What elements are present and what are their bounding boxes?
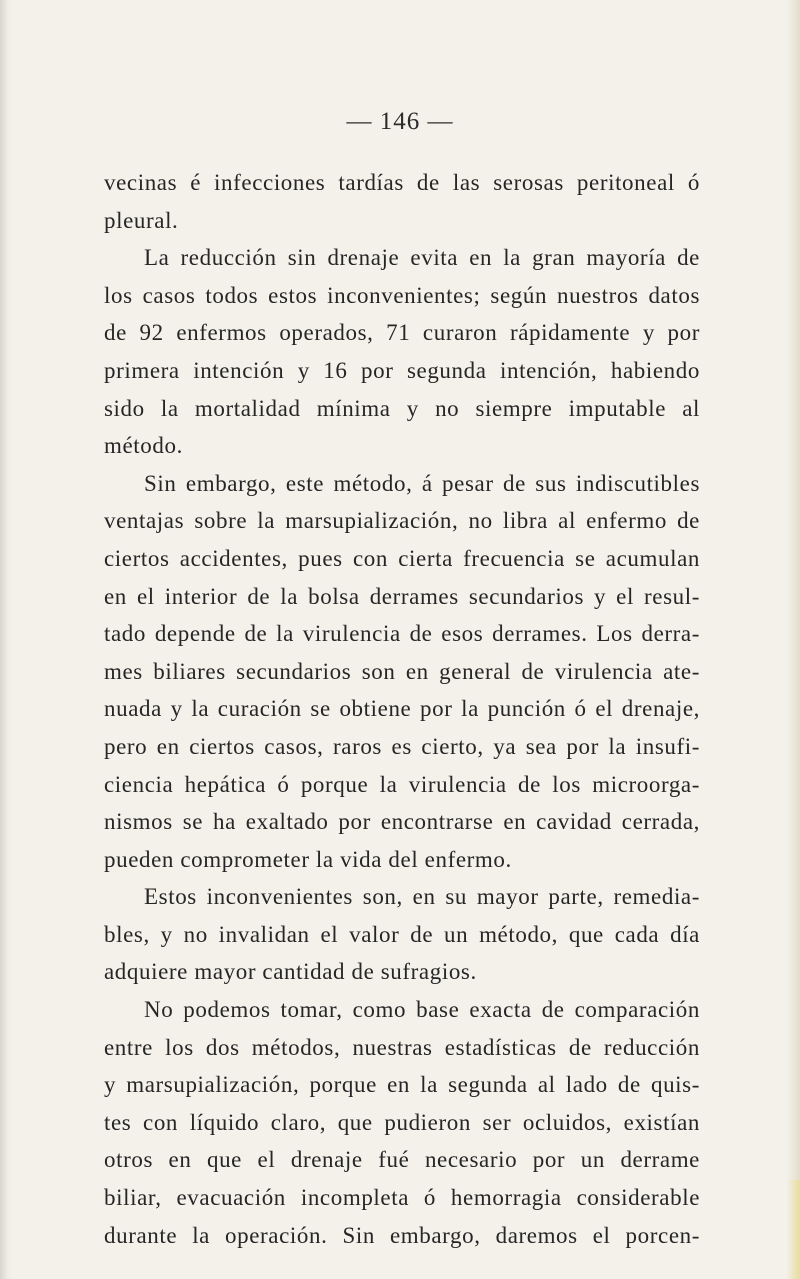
- body-text: [104, 164, 700, 1254]
- text-line: y marsupialización, porque en la segunda al lado de quis-: [104, 1072, 700, 1098]
- text-line: de 92 enfermos operados, 71 curaron rápidamente y por: [104, 320, 700, 346]
- text-line: otros en que el drenaje fué necesario por un derrame: [104, 1147, 700, 1173]
- text-line: ciencia hepática ó porque la virulencia de los microorga-: [104, 771, 700, 797]
- text-line: mes biliares secundarios son en general de virulencia ate-: [104, 658, 700, 684]
- text-line: pleural.: [104, 207, 179, 233]
- text-line: sido la mortalidad mínima y no siempre imputable al: [104, 395, 700, 421]
- text-line: entre los dos métodos, nuestras estadísticas de reducción: [104, 1034, 700, 1060]
- text-line: durante la operación. Sin embargo, daremos el porcen-: [104, 1222, 700, 1248]
- page-left-edge: [0, 0, 12, 1279]
- text-line: nuada y la curación se obtiene por la punción ó el drenaje,: [104, 696, 700, 722]
- text-line: No podemos tomar, como base exacta de comparación: [144, 997, 700, 1023]
- text-line: nismos se ha exaltado por encontrarse en cavidad cerrada,: [104, 809, 700, 835]
- text-line: adquiere mayor cantidad de sufragios.: [104, 959, 477, 985]
- text-line: ciertos accidentes, pues con cierta frecuencia se acumulan: [104, 545, 700, 571]
- text-line: tes con líquido claro, que pudieron ser ocluidos, existían: [104, 1109, 700, 1135]
- text-line: pero en ciertos casos, raros es cierto, ya sea por la insufi-: [104, 733, 700, 759]
- text-line: Sin embargo, este método, á pesar de sus indiscutibles: [144, 470, 700, 496]
- text-line: La reducción sin drenaje evita en la gran mayoría de: [144, 245, 700, 271]
- text-line: en el interior de la bolsa derrames secundarios y el resul-: [104, 583, 700, 609]
- text-line: ventajas sobre la marsupialización, no libra al enfermo de: [104, 508, 700, 534]
- page-corner-stain: [788, 1180, 800, 1279]
- text-line: biliar, evacuación incompleta ó hemorragia considerable: [104, 1185, 700, 1211]
- text-line: los casos todos estos inconvenientes; según nuestros datos: [104, 282, 700, 308]
- text-line: método.: [104, 433, 183, 459]
- text-line: primera intención y 16 por segunda intención, habiendo: [104, 357, 700, 383]
- text-line: Estos inconvenientes son, en su mayor parte, remedia-: [144, 884, 700, 910]
- page-right-edge: [786, 0, 800, 1279]
- text-line: bles, y no invalidan el valor de un método, que cada día: [104, 921, 700, 947]
- text-line: pueden comprometer la vida del enfermo.: [104, 846, 512, 872]
- page-number: — 146 —: [346, 108, 454, 135]
- text-line: vecinas é infecciones tardías de las serosas peritoneal ó: [104, 170, 700, 195]
- text-line: tado depende de la virulencia de esos derrames. Los derra-: [104, 621, 700, 647]
